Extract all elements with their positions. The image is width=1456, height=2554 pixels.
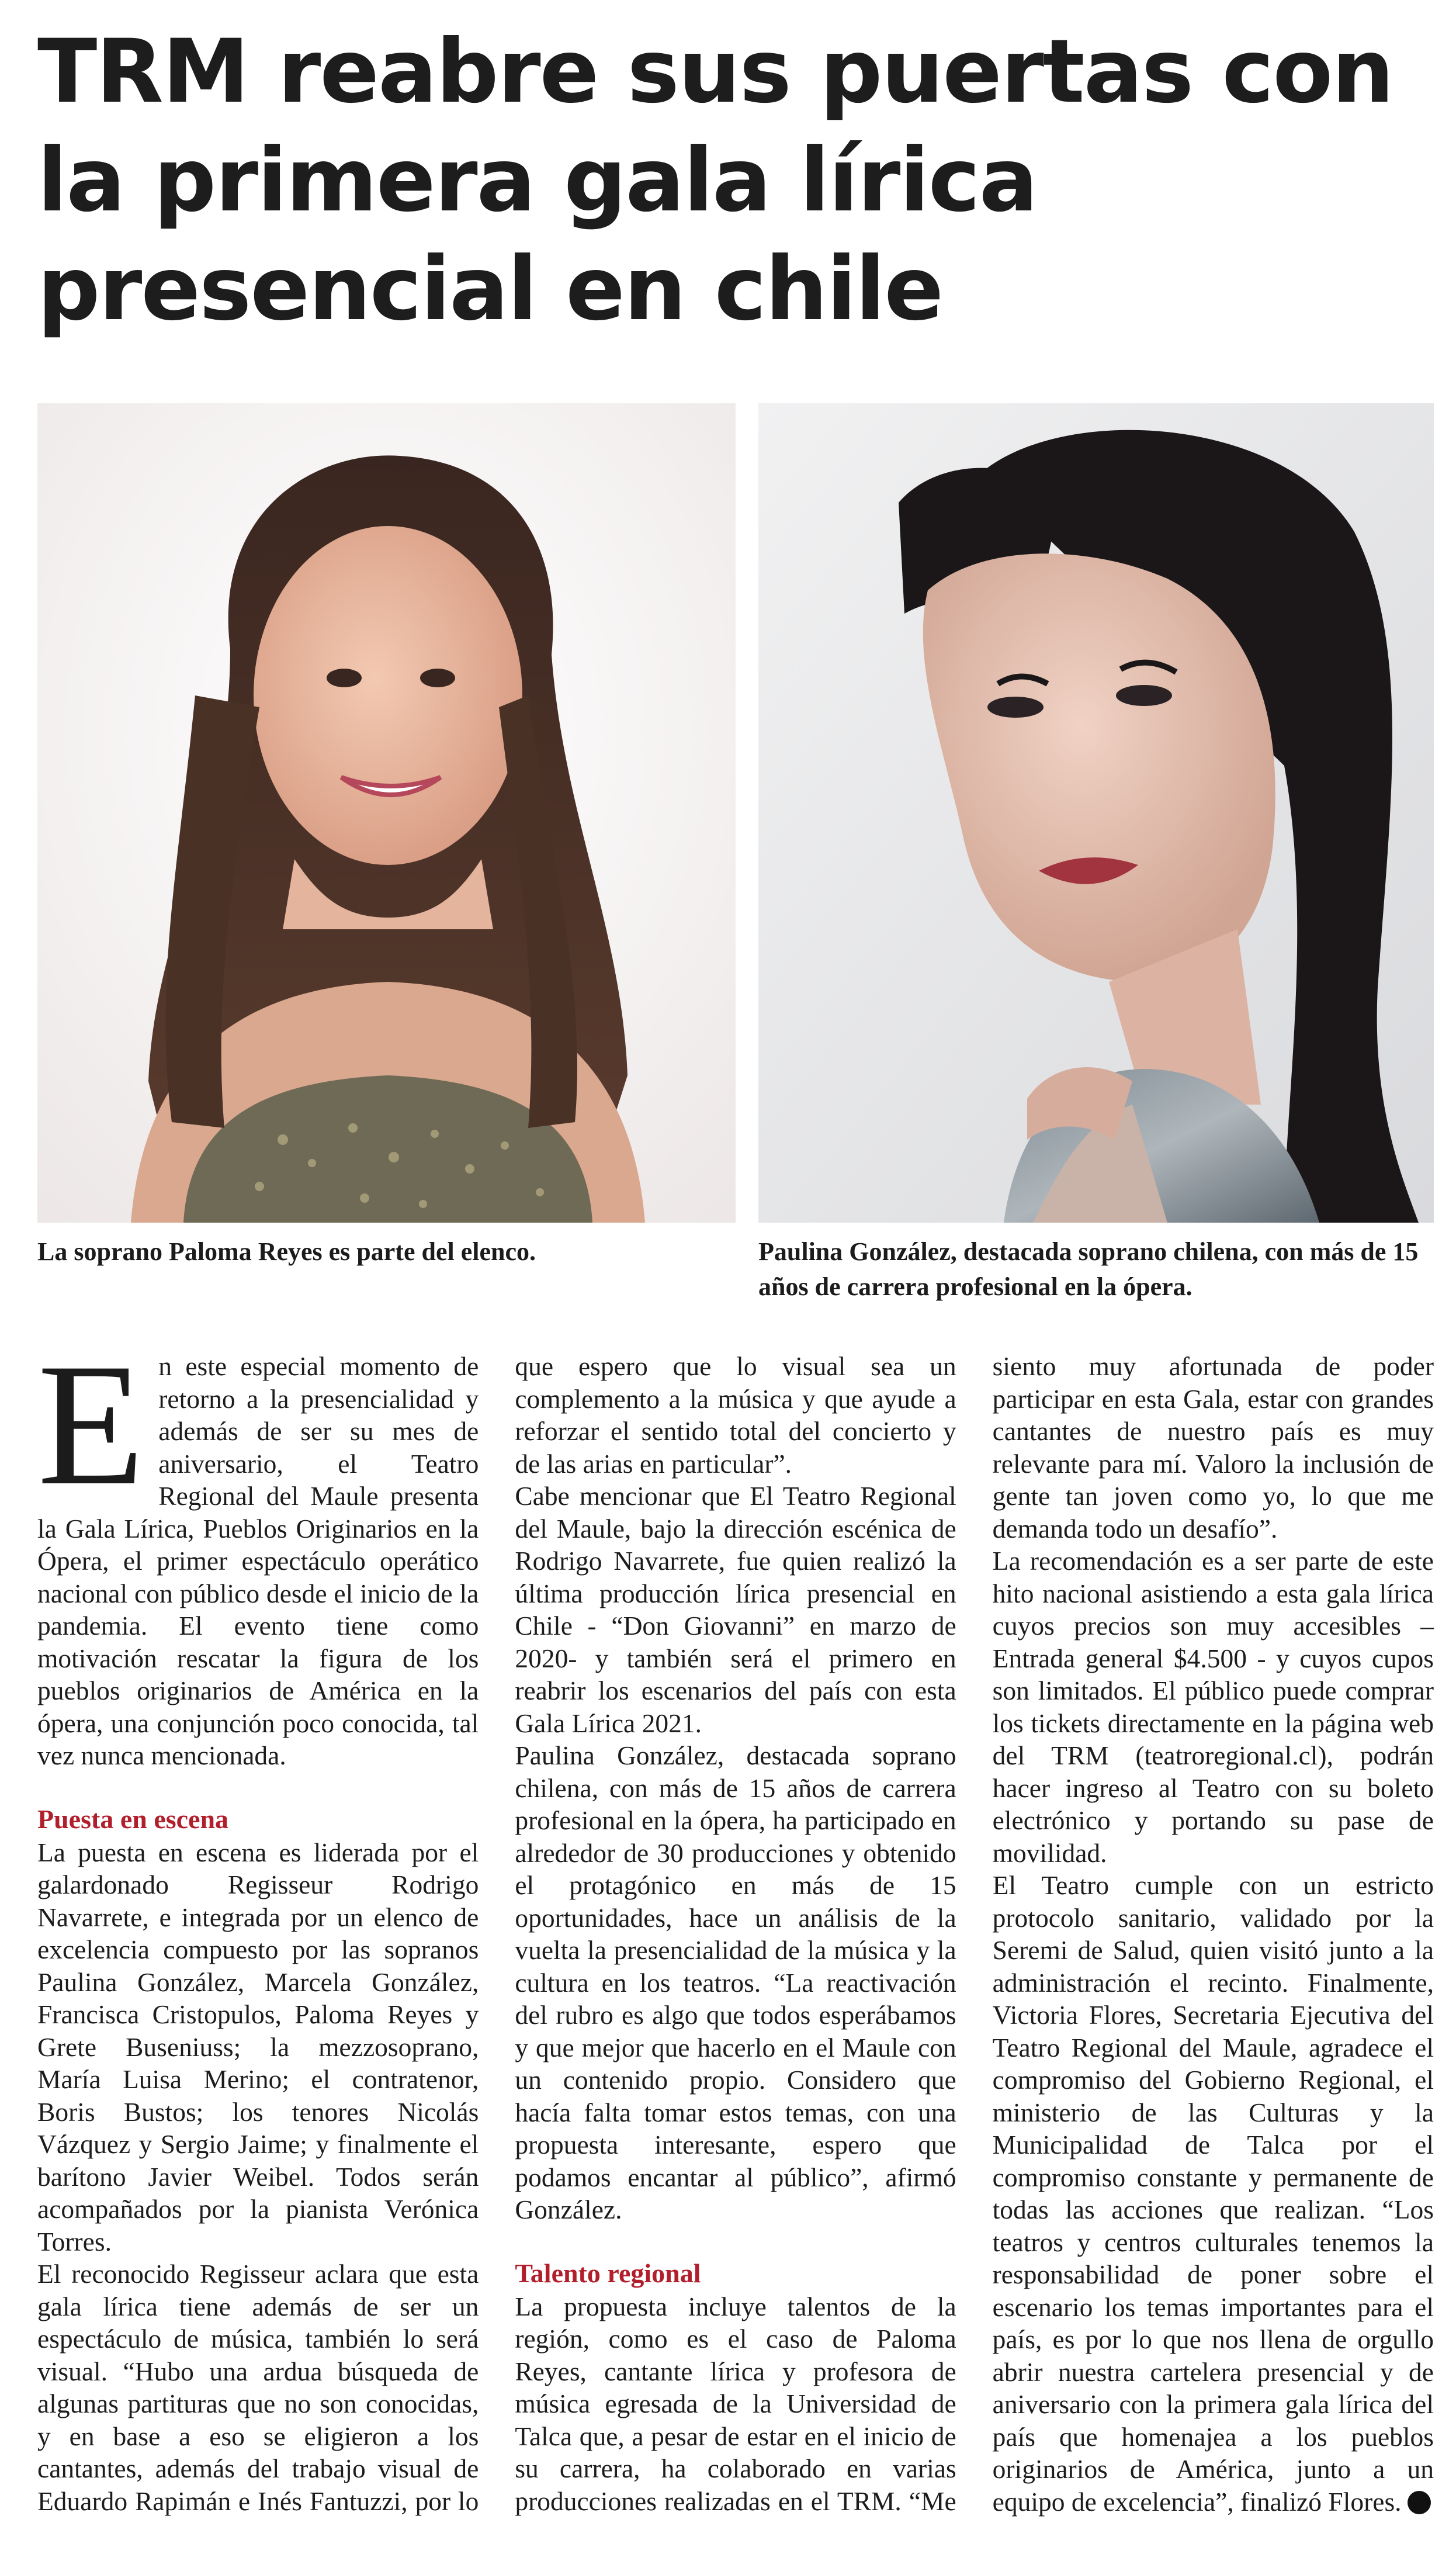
drop-cap: E <box>37 1327 145 1521</box>
headline: TRM reabre sus puertas con la primera gala lírica presencial en chile <box>37 21 1393 340</box>
photo-paulina-gonzalez <box>758 403 1434 1223</box>
paragraph: El reconocido Regisseur aclara que esta gala lírica tiene además de ser un espectáculo de música, también lo será visual. “Hubo una ardua búsqueda de algunas partituras que no son conocidas, y en base a eso se eligieron a los cantantes, además del trabajo visual de Eduardo Rapimán e Inés Fantuzzi, por lo que espero que lo visual sea un complemento a la música y que ayude a reforzar el sentido total del concierto y de las arias en particular”. <box>37 1351 956 2516</box>
paragraph: Cabe mencionar que El Teatro Regional del Maule, bajo la dirección escénica de Rodrigo Navarrete, fue quien realizó la última producción lírica presencial en Chile - “Don Giovanni” en marzo de 2020- y también será el primero en reabrir los escenarios del país con esta Gala Lírica 2021. <box>515 1481 956 1738</box>
photo-caption-left: La soprano Paloma Reyes es parte del elenco. <box>37 1237 536 1266</box>
paragraph-intro <box>37 1327 479 1772</box>
paragraph: La puesta en escena es liderada por el galardonado Regisseur Rodrigo Navarrete, e integrada por un elenco de excelencia compuesto por las sopranos Paulina González, Marcela González, Francisca Cristopulos, Paloma Reyes y Grete Buseniuss; la mezzosoprano, María Luisa Merino; el contratenor, Boris Bustos; los tenores Nicolás Vázquez y Sergio Jaime; y finalmente el barítono Javier Weibel. Todos serán acompañados por la pianista Verónica Torres. <box>37 1837 479 2257</box>
article-body <box>37 1327 1434 2542</box>
end-mark-icon <box>1408 2491 1431 2514</box>
paragraph-final <box>993 1869 1434 2518</box>
paragraph: Paulina González, destacada soprano chilena, con más de 15 años de carrera profesional en la ópera, ha participado en alrededor de 30 producciones y obtenido el protagónico en más de 15 oportunidades, hace un análisis de la vuelta la presencialidad de la música y la cultura en los teatros. “La reactivación del rubro es algo que todos esperábamos y que mejor que hacerlo en el Maule con un contenido propio. Considero que hacía falta tomar estos temas, con una propuesta interesante, espero que podamos encantar al público”, afirmó González. <box>515 1740 956 2224</box>
subhead-puesta-en-escena: Puesta en escena <box>37 1804 229 1834</box>
photo-paloma-reyes <box>37 403 736 1223</box>
paragraph-final-text: El Teatro cumple con un estricto protocolo sanitario, validado por la Seremi de Salud, quien visitó junto a la administración el recinto. Finalmente, Victoria Flores, Secretaria Ejecutiva del Teatro Regional del Maule, agradece el compromiso del Gobierno Regional, el ministerio de las Culturas y la Municipalidad de Talca por el compromiso constante y permanente de todas las acciones que realizan. “Los teatros y centros culturales tenemos la responsabilidad de poner sobre el escenario los temas importantes para el país, es por lo que nos llena de orgullo abrir nuestra cartelera presencial y de aniversario con la primera gala lírica del país que homenajea a los pueblos originarios de América, junto a un equipo de excelencia”, finalizó Flores. <box>992 1870 1434 2517</box>
paragraph: La propuesta incluye talentos de la región, como es el caso de Paloma Reyes, cantante lírica y profesora de música egresada de la Universidad de Talca que, a pesar de estar en el inicio de su carrera, ha colaborado en varias producciones realizadas en el TRM. “Me siento muy afortunada de poder participar en esta Gala, estar con grandes cantantes de nuestro país es muy relevante para mí. Valoro la inclusión de gente tan joven como yo, lo que me demanda todo un desafío”. <box>515 1351 1434 2516</box>
paragraph-intro-text: n este especial momento de retorno a la presencialidad y además de ser su mes de aniversario, el Teatro Regional del Maule presenta la Gala Lírica, Pueblos Originarios en la Ópera, el primer espectáculo operático nacional con público desde el inicio de la pandemia. El evento tiene como motivación rescatar la figura de los pueblos originarios de América en la ópera, una conjunción poco conocida, tal vez nunca mencionada. <box>37 1351 479 1770</box>
subhead-talento-regional: Talento regional <box>515 2258 701 2288</box>
photo-caption-right: Paulina González, destacada soprano chilena, con más de 15 años de carrera profesional en la ópera. <box>758 1237 1419 1301</box>
paragraph: La recomendación es a ser parte de este hito nacional asistiendo a esta gala lírica cuyos precios son muy accesibles – Entrada general $4.500 - y cuyos cupos son limitados. El público puede comprar los tickets directamente en la página web del TRM (teatroregional.cl), podrán hacer ingreso al Teatro con su boleto electrónico y portando su pase de movilidad. <box>992 1546 1434 1868</box>
